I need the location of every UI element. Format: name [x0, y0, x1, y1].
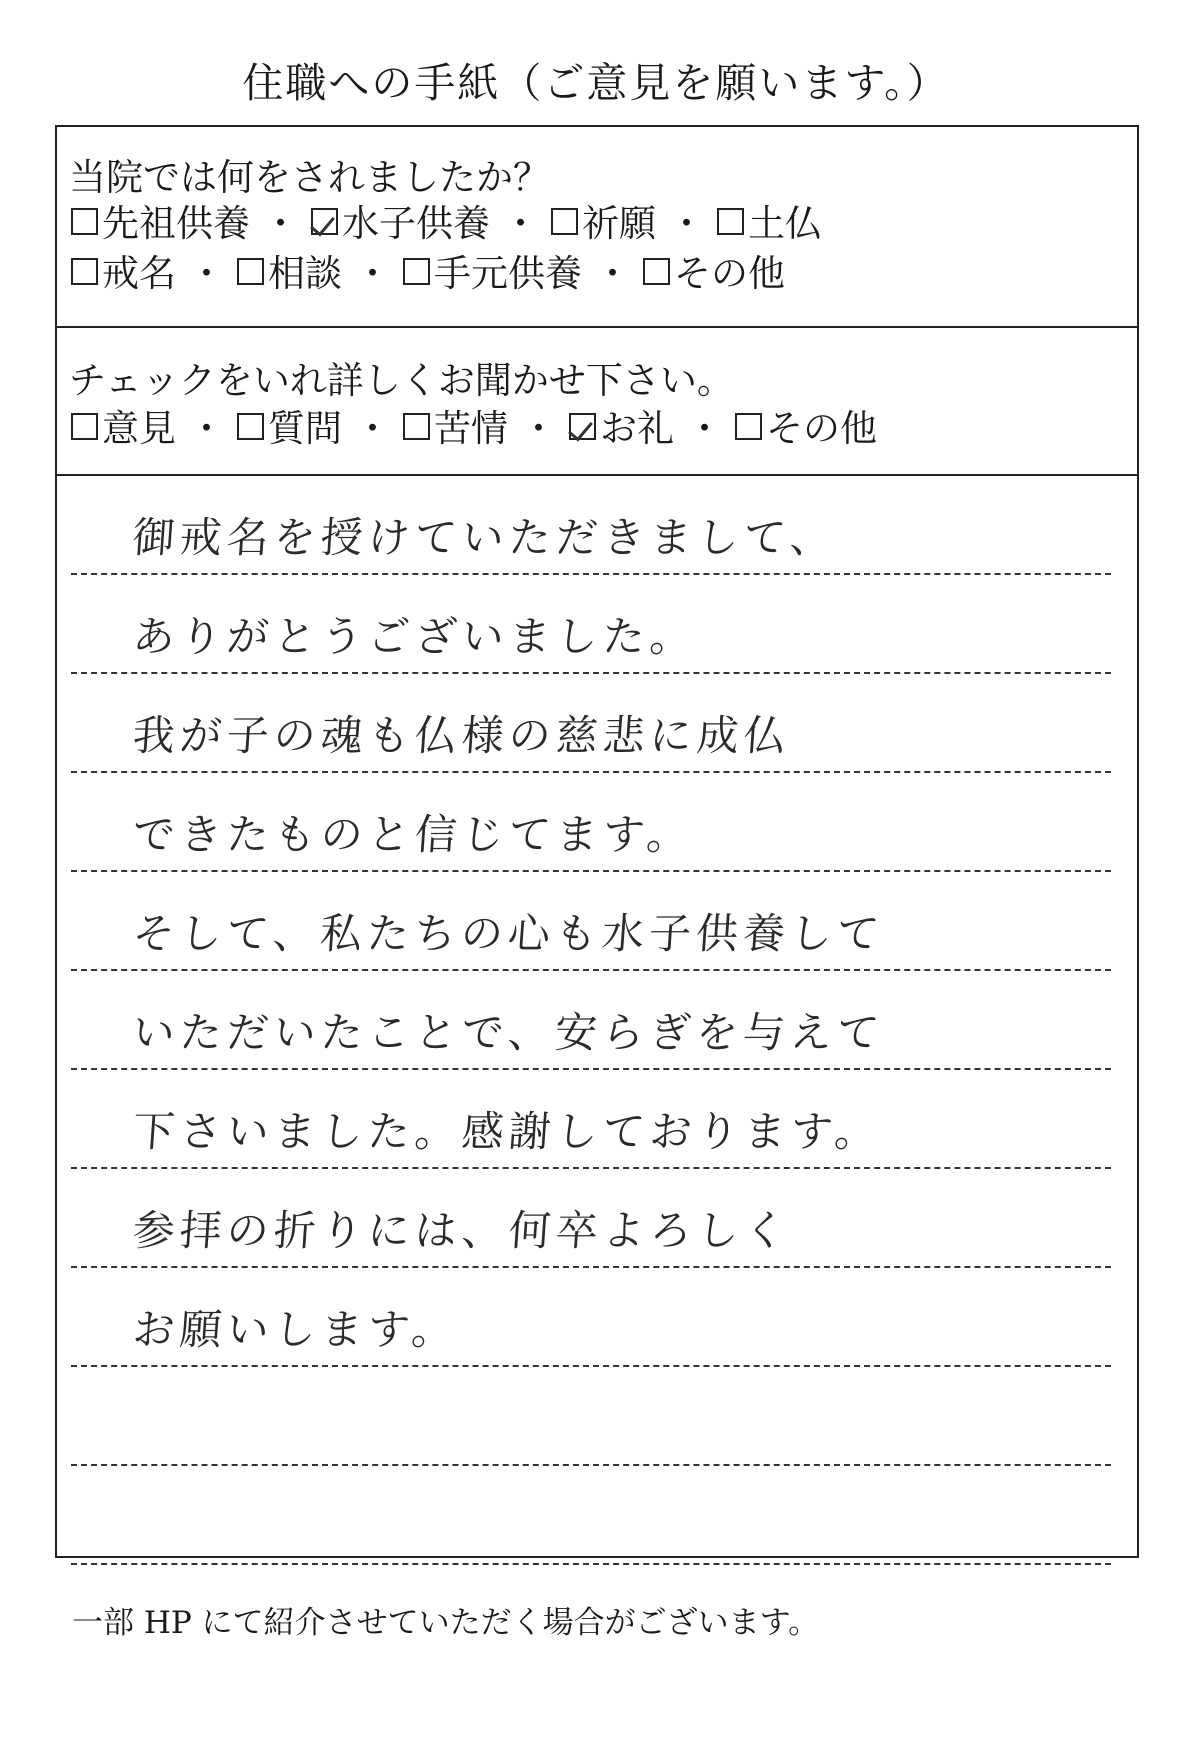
checkbox[interactable] — [643, 258, 670, 285]
option-sodan[interactable]: 相談 — [237, 243, 342, 297]
checkbox[interactable] — [311, 208, 338, 235]
service-section — [57, 127, 1137, 328]
handwritten-text: そして、私たちの心も水子供養して — [131, 909, 886, 958]
message-line — [71, 773, 1111, 872]
separator-dot: ・ — [520, 407, 557, 450]
message-line — [71, 1070, 1111, 1169]
handwritten-text: 御戒名を授けていただきまして、 — [131, 513, 839, 562]
message-line — [71, 971, 1111, 1070]
handwritten-text: 参拝の折りには、何卒よろしく — [131, 1206, 793, 1255]
option-kigan[interactable]: 祈願 — [551, 193, 656, 247]
separator-dot: ・ — [188, 252, 225, 295]
option-tsuchibotoke[interactable]: 土仏 — [717, 193, 822, 247]
option-thanks[interactable]: お礼 — [569, 398, 674, 452]
service-options-row-1 — [71, 193, 822, 247]
footer-note: 一部 HP にて紹介させていただく場合がございます。 — [72, 1605, 820, 1641]
option-question[interactable]: 質問 — [237, 398, 342, 452]
handwritten-text: お願いします。 — [131, 1305, 461, 1354]
feedback-options-row — [71, 398, 877, 452]
option-opinion[interactable]: 意見 — [71, 398, 176, 452]
checkbox[interactable] — [71, 413, 98, 440]
feedback-question: チェックをいれ詳しくお聞かせ下さい。 — [69, 359, 734, 402]
checkbox[interactable] — [717, 208, 744, 235]
service-options-row-2 — [71, 243, 785, 297]
separator-dot: ・ — [594, 252, 631, 295]
separator-dot: ・ — [668, 202, 705, 245]
message-area[interactable] — [57, 476, 1137, 1558]
checkbox[interactable] — [237, 258, 264, 285]
message-line — [71, 476, 1111, 575]
option-other[interactable]: その他 — [643, 243, 785, 297]
separator-dot: ・ — [502, 202, 539, 245]
option-mizuko-kuyo[interactable]: 水子供養 — [311, 193, 490, 247]
message-line — [71, 674, 1111, 773]
separator-dot: ・ — [354, 407, 391, 450]
checkbox[interactable] — [71, 258, 98, 285]
feedback-type-section — [57, 328, 1137, 476]
checkbox[interactable] — [71, 208, 98, 235]
handwritten-text: いただいたことで、安らぎを与えて — [131, 1008, 886, 1057]
message-line — [71, 575, 1111, 674]
checkbox[interactable] — [551, 208, 578, 235]
handwritten-text: できたものと信じてます。 — [131, 810, 696, 859]
separator-dot: ・ — [262, 202, 299, 245]
checkbox[interactable] — [403, 413, 430, 440]
message-line — [71, 1367, 1111, 1466]
service-question: 当院では何をされましたか？ — [69, 156, 550, 199]
option-complaint[interactable]: 苦情 — [403, 398, 508, 452]
separator-dot: ・ — [686, 407, 723, 450]
message-line — [71, 1169, 1111, 1268]
option-temoto-kuyo[interactable]: 手元供養 — [403, 243, 582, 297]
separator-dot: ・ — [188, 407, 225, 450]
message-line — [71, 1268, 1111, 1367]
message-line — [71, 1466, 1111, 1565]
checkbox[interactable] — [569, 413, 596, 440]
message-line — [71, 872, 1111, 971]
checkbox[interactable] — [403, 258, 430, 285]
handwritten-text: 下さいました。感謝しております。 — [131, 1107, 884, 1156]
letter-form — [55, 125, 1139, 1558]
option-senzo-kuyo[interactable]: 先祖供養 — [71, 193, 250, 247]
handwritten-text: ありがとうございました。 — [131, 612, 699, 661]
option-feedback-other[interactable]: その他 — [735, 398, 877, 452]
checkbox[interactable] — [735, 413, 762, 440]
handwritten-text: 我が子の魂も仏様の慈悲に成仏 — [131, 711, 793, 760]
message-lines — [71, 476, 1111, 1558]
checkbox[interactable] — [237, 413, 264, 440]
separator-dot: ・ — [354, 252, 391, 295]
letter-title: 住職への手紙（ご意見を願います。） — [242, 59, 950, 107]
option-kaimyo[interactable]: 戒名 — [71, 243, 176, 297]
